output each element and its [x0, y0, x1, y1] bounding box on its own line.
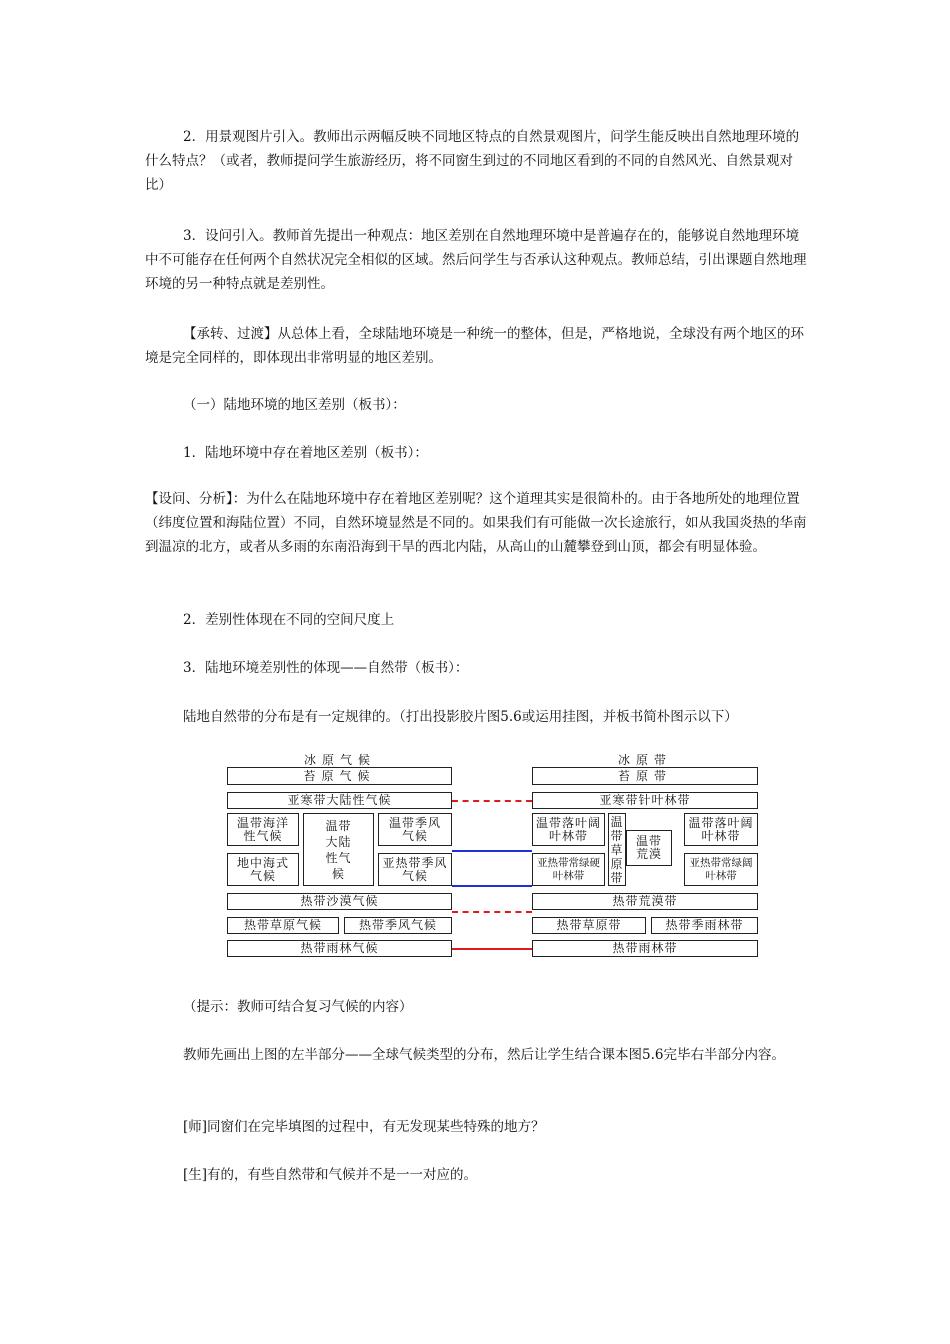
- left-trop-monsoon-box: 热带季风气候: [344, 917, 452, 934]
- paragraph-8: 3．陆地环境差别性的体现——自然带（板书）：: [183, 660, 469, 676]
- paragraph-7: 2．差别性体现在不同的空间尺度上: [183, 612, 395, 628]
- right-trop-rainforest-box: 热带雨林带: [532, 940, 758, 957]
- left-mediterranean-box: 地中海式气候: [227, 853, 299, 886]
- paragraph-4: （一）陆地环境的地区差别（板书）：: [183, 397, 406, 413]
- right-trop-savanna-box: 热带草原带: [532, 917, 646, 934]
- left-subarctic-box: 亚寒带大陆性气候: [227, 792, 452, 809]
- connector-subarctic-dashed: [452, 800, 532, 802]
- right-temp-grassland-box: 温带草原带: [608, 813, 626, 886]
- paragraph-2: 3．设问引入。教师首先提出一种观点：地区差别在自然地理环境中是普遍存在的，能够说自然地理环境中不可能存在任何两个自然状况完全相似的区域。然后问学生与否承认这种观点。教师总结，引出课题自然地理环境的另一种特点就是差别性。: [145, 228, 807, 292]
- connector-temperate-top: [452, 850, 532, 852]
- left-ice-label: 冰原气候: [303, 753, 376, 767]
- connector-temperate-bottom: [452, 885, 532, 887]
- paragraph-1: 2．用景观图片引入。教师出示两幅反映不同地区特点的自然景观图片，问学生能反映出自然地理环境的什么特点？（或者，教师提问学生旅游经历，将不同窗生到过的不同地区看到的不同的自然风光、自然景观对比）: [145, 129, 800, 193]
- right-ice-label: 冰原带: [617, 753, 672, 767]
- right-temp-desert-box: 温带荒漠: [626, 830, 672, 866]
- right-sub-evergreen-right-box: 亚热带常绿阔叶林带: [684, 853, 758, 886]
- paragraph-12: [师]同窗们在完毕填图的过程中，有无发现某些特殊的地方？: [183, 1119, 545, 1135]
- left-tundra-box: 苔原气候: [227, 767, 452, 785]
- paragraph-11: 教师先画出上图的左半部分——全球气候类型的分布，然后让学生结合课本图5.6完毕右半部分内容。: [183, 1047, 785, 1063]
- left-temp-maritime-box: 温带海洋性气候: [227, 813, 299, 846]
- left-temp-continental-box: 温带大陆性气候: [303, 813, 374, 886]
- paragraph-6: 【设问、分析】：为什么在陆地环境中存在着地区差别呢？这个道理其实是很简朴的。由于各地所处的地理位置（纬度位置和海陆位置）不同，自然环境显然是不同的。如果我们有可能做一次长途旅行，如从我国炎热的华南到温凉的北方，或者从多雨的东南沿海到干旱的西北内陆，从高山的山麓攀登到山顶，都会有明显体验。: [145, 491, 807, 555]
- paragraph-13: [生]有的，有些自然带和气候并不是一一对应的。: [183, 1167, 478, 1183]
- right-taiga-box: 亚寒带针叶林带: [532, 792, 758, 809]
- right-trop-desert-box: 热带荒漠带: [532, 893, 758, 910]
- left-trop-rainforest-box: 热带雨林气候: [227, 940, 452, 957]
- left-trop-savanna-box: 热带草原气候: [227, 917, 339, 934]
- right-temp-deciduous-left-box: 温带落叶阔叶林带: [532, 813, 605, 846]
- left-trop-desert-box: 热带沙漠气候: [227, 893, 452, 910]
- right-temp-deciduous-right-box: 温带落叶阔叶林带: [684, 813, 758, 846]
- paragraph-5: 1．陆地环境中存在着地区差别（板书）：: [183, 445, 428, 461]
- connector-rainforest: [452, 948, 532, 950]
- paragraph-9: 陆地自然带的分布是有一定规律的。（打出投影胶片图5.6或运用挂图，并板书简朴图示以下）: [183, 709, 738, 725]
- paragraph-3: 【承转、过渡】从总体上看，全球陆地环境是一种统一的整体，但是，严格地说，全球没有两个地区的环境是完全同样的，即体现出非常明显的地区差别。: [145, 326, 804, 366]
- right-tundra-box: 苔原带: [532, 767, 758, 785]
- paragraph-10: （提示：教师可结合复习气候的内容）: [183, 999, 413, 1015]
- right-sub-evergreen-left-box: 亚热带常绿硬叶林带: [532, 853, 605, 886]
- right-trop-monsoon-forest-box: 热带季雨林带: [651, 917, 758, 934]
- connector-trop-desert-dashed: [452, 911, 532, 913]
- left-subtropical-monsoon-box: 亚热带季风气候: [378, 853, 452, 886]
- left-temp-monsoon-box: 温带季风气候: [378, 813, 452, 846]
